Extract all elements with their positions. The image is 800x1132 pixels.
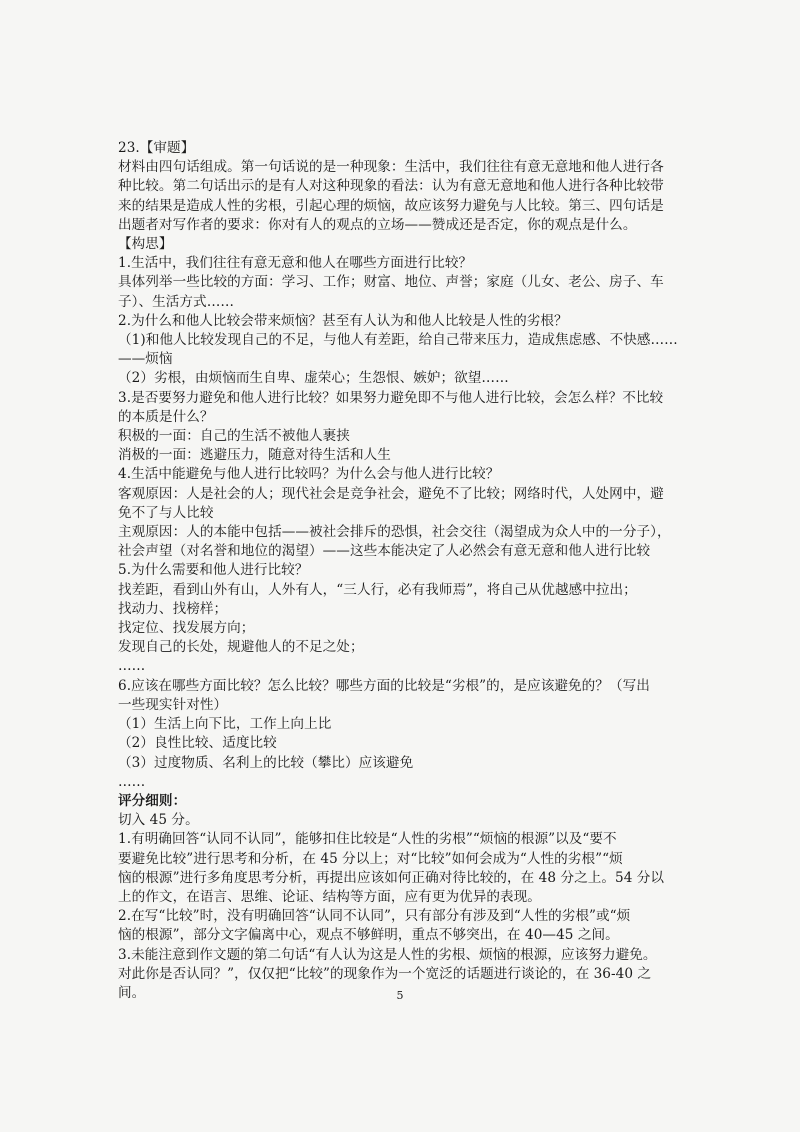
ellipsis-line: ……: [118, 658, 146, 675]
question-line: 5.为什么需要和他人进行比较？: [118, 562, 309, 579]
document-body: [118, 139, 682, 1003]
text-line: 发现自己的长处，规避他人的不足之处；: [118, 639, 364, 656]
question-line: 1.生活中，我们往往有意无意和他人在哪些方面进行比较？: [118, 255, 473, 272]
text-line: 间。: [118, 984, 146, 1001]
text-line: （2）劣根，由烦恼而生自卑、虚荣心；生怨恨、嫉妒；欲望……: [118, 370, 509, 387]
text-line: （1）生活上向下比，工作上向上比: [118, 716, 332, 733]
text-line: 一些现实针对性）: [118, 696, 228, 713]
page-number: 5: [396, 989, 404, 1002]
question-line: 的本质是什么？: [118, 408, 214, 425]
text-line: 2.在写“比较”时，没有明确回答“认同不认同”，只有部分有涉及到“人性的劣根”或“烦: [118, 908, 631, 925]
text-line: 社会声望（对名誉和地位的渴望）——这些本能决定了人必然会有意无意和他人进行比较: [118, 543, 651, 560]
text-line: 客观原因：人是社会的人；现代社会是竞争社会，避免不了比较；网络时代，人处网中，避: [118, 485, 664, 502]
text-line: 找动力、找榜样；: [118, 600, 228, 617]
text-line: 子）、生活方式……: [118, 293, 234, 310]
text-line: （1)和他人比较发现自己的不足，与他人有差距，给自己带来压力，造成焦虑感、不快感……: [118, 332, 678, 349]
text-line: 出题者对写作者的要求：你对有人的观点的立场——赞成还是否定，你的观点是什么。: [118, 216, 637, 233]
text-line: 种比较。第二句话出示的是有人对这种现象的看法：认为有意无意地和他人进行各种比较带: [118, 178, 664, 195]
question-line: 4.生活中能避免与他人进行比较吗？为什么会与他人进行比较？: [118, 466, 500, 483]
text-line: ——烦恼: [118, 351, 173, 368]
question-line: 6.应该在哪些方面比较？怎么比较？哪些方面的比较是“劣根”的，是应该避免的？（写出: [118, 677, 650, 694]
question-line: 2.为什么和他人比较会带来烦恼？甚至有人认为和他人比较是人性的劣根？: [118, 312, 568, 329]
text-line: （2）良性比较、适度比较: [118, 735, 277, 752]
text-line: 材料由四句话组成。第一句话说的是一种现象：生活中，我们往往有意无意地和他人进行各: [118, 159, 664, 176]
scoring-heading: 评分细则：: [118, 792, 187, 809]
text-line: 23.【审题】: [118, 140, 195, 156]
text-line: 来的结果是造成人性的劣根，引起心理的烦恼，故应该努力避免与人比较。第三、四句话是: [118, 197, 664, 214]
text-line: 3.未能注意到作文题的第二句话“有人认为这是人性的劣根、烦恼的根源，应该努力避免。: [118, 946, 657, 963]
text-line: 恼的根源”，部分文字偏离中心，观点不够鲜明，重点不够突出，在 40—45 之间。: [118, 927, 619, 944]
text-line: 要避免比较”进行思考和分析，在 45 分以上；对“比较”如何会成为“人性的劣根”“烦: [118, 850, 623, 867]
text-line: （3）过度物质、名利上的比较（攀比）应该避免: [118, 754, 414, 771]
text-line: 消极的一面：逃避压力，随意对待生活和人生: [118, 447, 391, 464]
section-heading: 【构思】: [118, 236, 173, 253]
text-line: 1.有明确回答“认同不认同”，能够扣住比较是“人性的劣根”“烦恼的根源”以及“要不: [118, 831, 617, 848]
text-line: 上的作文，在语言、思维、论证、结构等方面，应有更为优异的表现。: [118, 888, 541, 905]
text-line: 具体列举一些比较的方面：学习、工作；财富、地位、声誉；家庭（儿女、老公、房子、车: [118, 274, 664, 291]
text-line: 对此你是否认同？”，仅仅把“比较”的现象作为一个宽泛的话题进行谈论的，在 36-40 之: [118, 965, 652, 982]
text-line: 找差距，看到山外有山，人外有人，“三人行，必有我师焉”，将自己从优越感中拉出；: [118, 581, 637, 598]
text-line: 恼的根源”进行多角度思考分析，再提出应该如何正确对待比较的，在 48 分之上。54 分以: [118, 869, 665, 886]
text-line: 主观原因：人的本能中包括——被社会排斥的恐惧，社会交往（渴望成为众人中的一分子），: [118, 524, 671, 541]
text-line: 找定位、找发展方向；: [118, 620, 255, 637]
question-line: 3.是否要努力避免和他人进行比较？如果努力避免即不与他人进行比较，会怎么样？不比较: [118, 389, 664, 406]
text-line: 切入 45 分。: [118, 812, 199, 829]
ellipsis-line: ……: [118, 773, 146, 790]
text-line: 免不了与人比较: [118, 504, 214, 521]
text-line: 积极的一面：自己的生活不被他人裹挟: [118, 428, 350, 445]
